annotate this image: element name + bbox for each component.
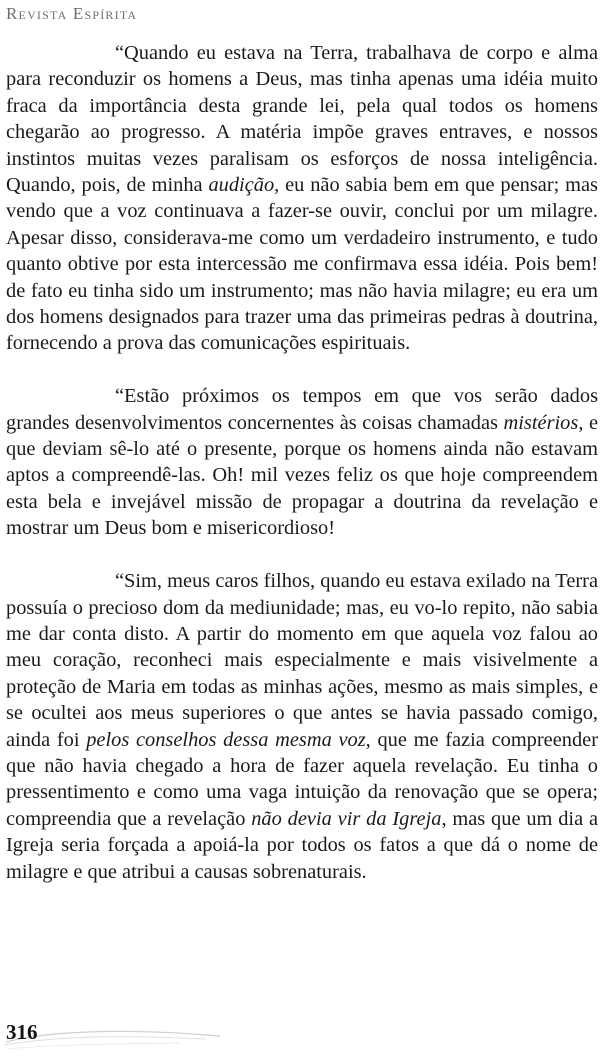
text-span: “Quando eu estava na Terra, trabalhava de corpo e alma para reconduzir os homens a Deus, mas tinha apenas uma idéia muito fraca da importância desta grande lei, pela qual todos os homens chegarão ao progresso. A matéria impõe graves entraves, e nossos instintos muitas vezes paralisam os esforços de nossa inteligência. Quando, pois, de minha	[6, 42, 598, 197]
running-head: Revista Espírita	[6, 4, 138, 23]
text-span: , e que deviam sê-lo até o presente, porque os homens ainda não estavam aptos a compreendê-las. Oh! mil vezes feliz os que hoje compreendem esta bela e invejável missão de propagar a doutrina da revelação e mostrar um Deus bom e misericordioso!	[6, 411, 599, 540]
paragraph-2	[6, 383, 598, 541]
text-span: , que me fazia compreender que não havia chegado a hora de fazer aquela revelação. Eu tinha o pressentimento e como uma vaga intuição da renovação que se opera; compreendia que a revelação	[6, 728, 598, 830]
paragraph-3	[6, 568, 598, 885]
italic-span: mistérios	[503, 411, 579, 434]
page-number: 316	[6, 1020, 38, 1044]
text-span: , eu não sabia bem em que pensar; mas vendo que a voz continuava a fazer-se ouvir, conclui por um milagre. Apesar disso, considerava-me como um verdadeiro instrumento, e tudo quanto obtive por esta intercessão me confirmava essa idéia. Pois bem! de fato eu tinha sido um instrumento; mas não havia milagre; eu era um dos homens designados para trazer uma das primeiras pedras à doutrina, fornecendo a prova das comunicações espirituais.	[6, 174, 598, 355]
italic-span: não devia vir da Igreja	[251, 807, 442, 830]
paragraph-1	[6, 40, 598, 357]
text-span: , mas que um dia a Igreja seria forçada a apoiá-la por todos os fatos a que dá o nome de milagre e que atribui a causas sobrenaturais.	[6, 807, 599, 883]
text-span: “Estão próximos os tempos em que vos serão dados grandes desenvolvimentos concernentes às coisas chamadas	[6, 385, 598, 434]
body-text	[6, 40, 598, 885]
italic-span: pelos conselhos dessa mesma voz	[86, 728, 366, 751]
italic-span: audição	[208, 174, 275, 197]
text-span: “Sim, meus caros filhos, quando eu estava exilado na Terra possuía o precioso dom da mediunidade; mas, eu vo-lo repito, não sabia me dar conta disto. A partir do momento em que aquela voz falou ao meu coração, reconheci mais especialmente e mais visivelmente a proteção de Maria em todas as minhas ações, mesmo as mais simples, e se ocultei aos meus superiores o que antes se havia passado comigo, ainda foi	[6, 570, 598, 751]
